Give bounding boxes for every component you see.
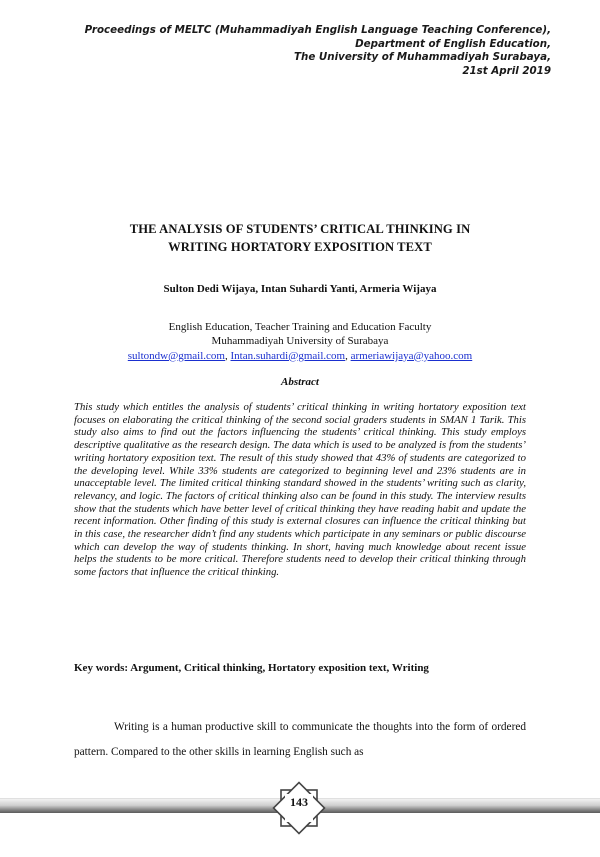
affiliation-block <box>60 320 540 363</box>
page-number: 143 <box>290 795 308 809</box>
abstract-text: This study which entitles the analysis of students’ critical thinking in writing hortatory exposition text focuses on elaborating the critical thinking of the second social graders students in SMAN 1 Tarik. This study also aims to find out the factors influencing the students’ critical thinking. This study employs descriptive qualitative as the research design. The data which is used to be analyzed is from the students’ writing hortatory exposition text. The result of this study showed that 43% of students are categorized to the developing level. While 33% students are categorized to beginning level and 23% students are in unacceptable level. The limited critical thinking standard showed in the students’ writing such as clarity, relevancy, and logic. The factors of critical thinking also can be found in this study. The interview results show that the students which have better level of critical thinking they have reading habit and update the recent information. Other finding of this study is external closures can influence the critical thinking but in this case, the researcher didn’t find any students which participate in any seminars or public discourse which can develop the way of students thinking. In short, having much knowledge about recent issue helps the students to be more critical. Therefore students need to develop their critical thinking through some factors that influence the critical thinking. <box>74 401 526 579</box>
email-link[interactable]: armeriawijaya@yahoo.com <box>350 349 473 362</box>
header-line-department: Department of English Education, <box>355 37 551 50</box>
header-line-conference: Proceedings of MELTC (Muhammadiyah English Language Teaching Conference), <box>84 24 551 36</box>
title-line-2: WRITING HORTATORY EXPOSITION TEXT <box>168 240 432 254</box>
proceedings-header <box>85 24 551 78</box>
body-paragraph: Writing is a human productive skill to communicate the thoughts into the form of ordered pattern. Compared to the other skills in learning English such as <box>74 721 526 758</box>
email-list: sultondw@gmail.com, Intan.suhardi@gmail.com, armeriawijaya@yahoo.com <box>127 349 473 362</box>
header-line-university: The University of Muhammadiyah Surabaya, <box>293 51 551 64</box>
keywords-line: Key words: Argument, Critical thinking, Hortatory exposition text, Writing <box>74 662 429 674</box>
title-line-1: THE ANALYSIS OF STUDENTS’ CRITICAL THINKING IN <box>129 222 471 236</box>
paper-title <box>60 220 540 256</box>
abstract-heading: Abstract <box>281 376 319 388</box>
header-line-date: 21st April 2019 <box>462 64 551 77</box>
email-link[interactable]: Intan.suhardi@gmail.com <box>230 349 346 362</box>
affiliation-university: Muhammadiyah University of Surabaya <box>211 335 389 348</box>
author-list: Sulton Dedi Wijaya, Intan Suhardi Yanti, Armeria Wijaya <box>163 283 437 295</box>
affiliation-faculty: English Education, Teacher Training and Education Faculty <box>168 321 432 333</box>
email-link[interactable]: sultondw@gmail.com <box>127 349 225 362</box>
